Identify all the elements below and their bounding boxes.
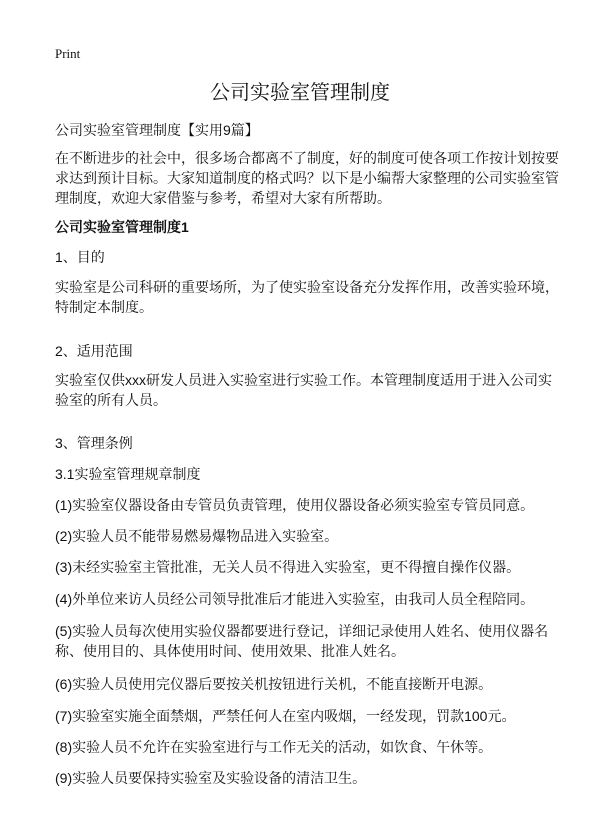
text-line: (7)实验室实施全面禁烟，严禁任何人在室内吸烟，一经发现，罚款100元。 bbox=[55, 708, 516, 724]
heading-rules: 3、管理条例 bbox=[55, 435, 133, 451]
rule-item bbox=[55, 557, 555, 577]
text-line: (1)实验室仪器设备由专管员负责管理，使用仪器设备必须实验室专管员同意。 bbox=[55, 497, 535, 513]
text-line: 在不断进步的社会中，很多场合都离不了制度，好的制度可使各项工作按计划按要 bbox=[55, 150, 559, 166]
text-line: (6)实验人员使用完仪器后要按关机按钮进行关机，不能直接断开电源。 bbox=[55, 676, 493, 692]
text-line: 称、使用目的、具体使用时间、使用效果、批准人姓名。 bbox=[55, 643, 405, 659]
text-line: 求达到预计目标。大家知道制度的格式吗？以下是小编帮大家整理的公司实验室管 bbox=[55, 170, 559, 186]
rule-item bbox=[55, 737, 555, 757]
section-heading: 公司实验室管理制度1 bbox=[55, 219, 189, 235]
text-line: 实验室是公司科研的重要场所，为了使实验室设备充分发挥作用，改善实验环境， bbox=[55, 279, 559, 295]
scope-paragraph bbox=[55, 370, 555, 410]
rule-item bbox=[55, 526, 555, 546]
purpose-paragraph bbox=[55, 277, 559, 317]
rule-item bbox=[55, 621, 555, 661]
text-line: (4)外单位来访人员经公司领导批准后才能进入实验室，由我司人员全程陪同。 bbox=[55, 591, 535, 607]
text-line: 理制度，欢迎大家借鉴与参考，希望对大家有所帮助。 bbox=[55, 190, 391, 206]
rule-item bbox=[55, 706, 555, 726]
print-link[interactable]: Print bbox=[55, 46, 81, 61]
text-line: 验室的所有人员。 bbox=[55, 392, 167, 408]
text-line: (5)实验人员每次使用实验仪器都要进行登记，详细记录使用人姓名、使用仪器名 bbox=[55, 623, 549, 639]
intro-paragraph bbox=[55, 148, 559, 208]
page-title: 公司实验室管理制度 bbox=[210, 82, 390, 104]
rule-item bbox=[55, 495, 555, 515]
rule-item bbox=[55, 768, 555, 788]
text-line: (2)实验人员不能带易燃易爆物品进入实验室。 bbox=[55, 528, 339, 544]
heading-rules-sub: 3.1实验室管理规章制度 bbox=[55, 466, 201, 482]
text-line: (9)实验人员要保持实验室及实验设备的清洁卫生。 bbox=[55, 770, 367, 786]
text-line: 特制定本制度。 bbox=[55, 299, 153, 315]
text-line: (8)实验人员不允许在实验室进行与工作无关的活动，如饮食、午休等。 bbox=[55, 739, 493, 755]
text-line: 实验室仅供xxx研发人员进入实验室进行实验工作。本管理制度适用于进入公司实 bbox=[55, 372, 552, 388]
subtitle: 公司实验室管理制度【实用9篇】 bbox=[55, 122, 259, 138]
heading-purpose: 1、目的 bbox=[55, 249, 105, 265]
heading-scope: 2、适用范围 bbox=[55, 343, 133, 359]
rule-item bbox=[55, 674, 555, 694]
rule-item bbox=[55, 589, 555, 609]
text-line: (3)未经实验室主管批准，无关人员不得进入实验室，更不得擅自操作仪器。 bbox=[55, 559, 521, 575]
